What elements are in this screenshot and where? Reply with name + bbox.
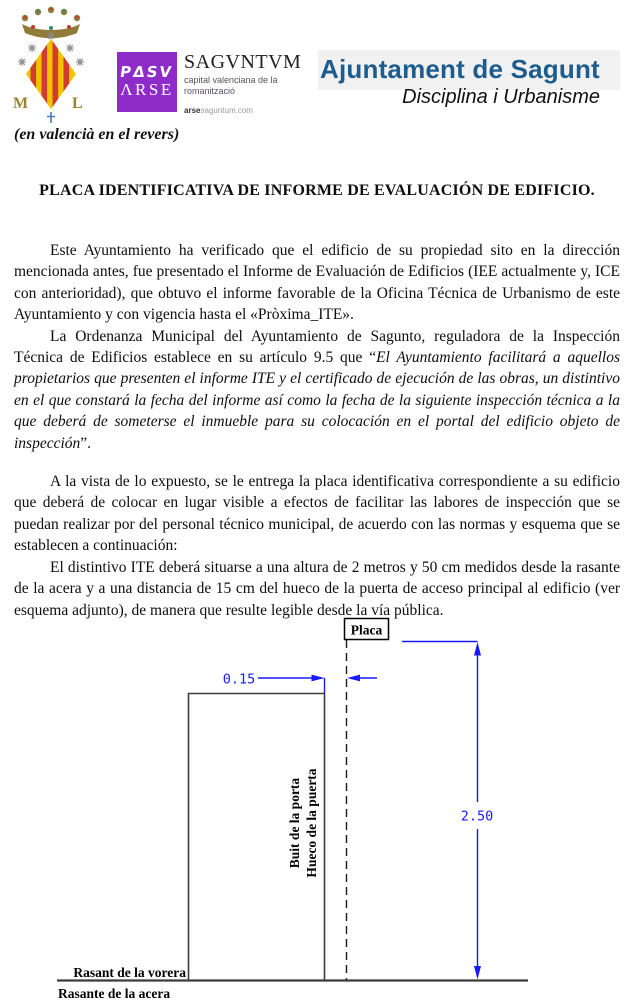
arse-logo-name: ΛRSE [120,79,174,99]
dimension-015-label: 0.15 [222,671,256,688]
page-title: PLACA IDENTIFICATIVA DE INFORME DE EVALUACIÓN DE EDIFICIO. [39,182,595,199]
coat-letter-m: M [13,95,29,112]
saguntum-url: arsesaguntum.com [184,106,253,115]
cross-icon [47,112,55,123]
ground-label-spanish: Rasante de la acera [58,986,171,1001]
paragraph-ordinance: La Ordenanza Municipal del Ayuntamiento de Sagunto, reguladora de la Inspección Técnica de Edificios establece en su artículo 9.5 que “El Ayuntamiento facilitará a aquellos propietarios que presenten el informe ITE y el certificado de ejecución de las obras, un distintivo en el que constará la fecha del informe así como la fecha de la siguiente inspección técnica a la que deberá de someterse el inmueble para su colocación en el portal del edificio objeto de inspección”. [14,327,621,452]
door-label-valencian: Buit de la porta [287,777,302,869]
dimension-250-label: 2.50 [460,808,494,825]
ground-label-valencian: Rasant de la vorera [73,965,186,980]
sagunt-coat-of-arms-icon [8,4,120,131]
legal-quote: El Ayuntamiento facilitará a aquellos propietarios que presenten el informe ITE y el certificado de ejecución de las obras, un distintivo en el que constará la fecha del informe así como la fecha de la siguiente inspección técnica a la que deberá de someterse el inmueble para su colocación en el portal del edificio objeto de inspección [14,349,621,452]
dimension-015-lines [258,675,377,693]
arse-iberian-glyphs-icon: PΔSV [119,62,175,81]
coat-letter-l: L [72,95,83,112]
saguntum-brand-block [184,52,309,115]
department-subtitle: Disciplina i Urbanisme [402,86,600,108]
saguntum-brand-title: SAGVNTVM [184,51,302,73]
placa-label: Placa [350,622,383,638]
saguntum-tagline: capital valenciana de la romanització [184,75,278,96]
document-body [14,240,620,621]
reverse-language-note: (en valencià en el revers) [14,126,180,143]
paragraph-placement-rules: El distintivo ITE deberá situarse a una altura de 2 metros y 50 cm medidos desde la rasante de la acera y a una distancia de 15 cm del hueco de la puerta de acceso principal al edificio (ver esquema adjunto), de manera que resulte legible desde la vía pública. [14,558,620,619]
org-title: Ajuntament de Sagunt [318,50,620,90]
arse-logo [117,52,177,112]
paragraph-verification: Este Ayuntamiento ha verificado que el edificio de su propiedad sito en la dirección mencionada antes, fue presentado el Informe de Evaluación de Edificios (IEE actualmente y, ICE con anterioridad), que obtuvo el informe favorable de la Oficina Técnica de Urbanismo de este Ayuntamiento y con vigencia hasta el «Pròxima_ITE». [14,242,620,324]
placement-diagram [0,613,634,1003]
paragraph-delivery: A la vista de lo expuesto, se le entrega la placa identificativa correspondiente a su edificio que deberá de colocar en lugar visible a efectos de facilitar las labores de inspección que se puedan realizar por del personal técnico municipal, de acuerdo con las normas y esquema que se establecen a continuación: [14,473,620,555]
door-label-spanish: Hueco de la puerta [304,768,319,878]
